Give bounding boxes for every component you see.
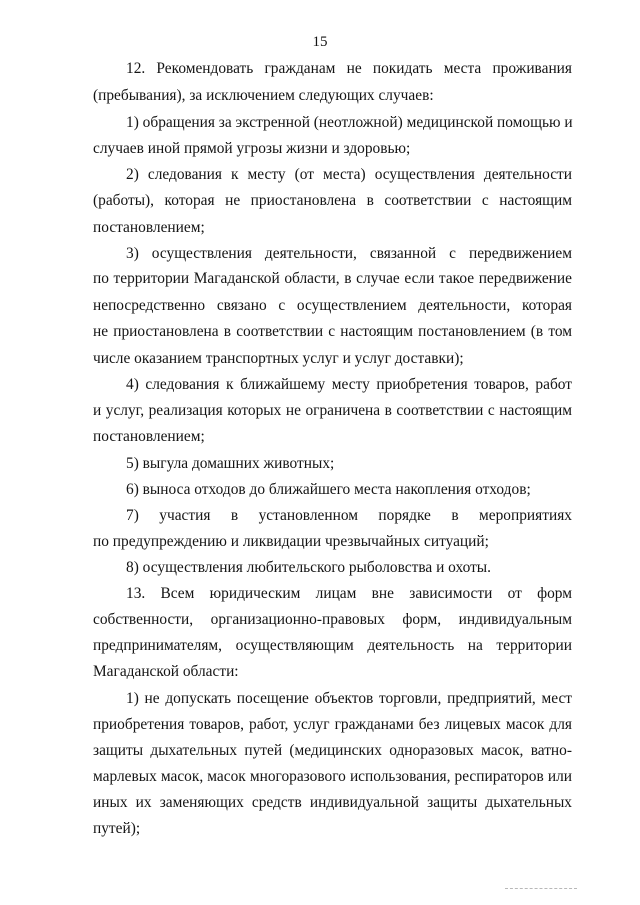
text-line: по предупреждению и ликвидации чрезвычайных ситуаций; — [93, 533, 489, 550]
page-number: 15 — [312, 34, 328, 50]
text-line: 2) следования к месту (от места) осуществления деятельности — [126, 166, 572, 183]
text-line: непосредственно связано с осуществлением деятельности, которая — [93, 297, 572, 314]
text-line: 5) выгула домашних животных; — [126, 455, 335, 472]
text-line: постановлением; — [93, 428, 205, 445]
text-line: 13. Всем юридическим лицам вне зависимости от форм — [126, 585, 572, 602]
text-line: 4) следования к ближайшему месту приобретения товаров, работ — [126, 376, 572, 393]
text-line: приобретения товаров, работ, услуг гражданами без лицевых масок для — [93, 716, 572, 733]
text-line: 1) не допускать посещение объектов торговли, предприятий, мест — [126, 690, 572, 707]
text-line: не приостановлена в соответствии с настоящим постановлением (в том — [93, 323, 572, 340]
text-line: случаев иной прямой угрозы жизни и здоровью; — [93, 140, 411, 157]
text-line: 3) осуществления деятельности, связанной с передвижением — [126, 245, 572, 262]
text-line: постановлением; — [93, 219, 205, 236]
text-line: 8) осуществления любительского рыболовства и охоты. — [126, 559, 491, 576]
text-line: по территории Магаданской области, в случае если такое передвижение — [93, 270, 572, 287]
text-line: марлевых масок, масок многоразового использования, респираторов или — [93, 768, 572, 785]
text-line: путей); — [93, 820, 141, 837]
text-line: 12. Рекомендовать гражданам не покидать места проживания — [126, 60, 572, 77]
text-line: (пребывания), за исключением следующих случаев: — [93, 87, 434, 104]
text-line: 7) участия в установленном порядке в мероприятиях — [126, 507, 572, 524]
footer-rule — [505, 888, 577, 889]
text-line: Магаданской области: — [93, 663, 239, 680]
text-line: 1) обращения за экстренной (неотложной) медицинской помощью и — [126, 114, 573, 131]
text-line: (работы), которая не приостановлена в соответствии с настоящим — [93, 192, 572, 209]
text-line: 6) выноса отходов до ближайшего места накопления отходов; — [126, 481, 531, 498]
text-line: числе оказанием транспортных услуг и услуг доставки); — [93, 350, 464, 367]
text-line: защиты дыхательных путей (медицинских одноразовых масок, ватно- — [93, 742, 572, 759]
text-line: предпринимателям, осуществляющим деятельность на территории — [93, 637, 572, 654]
text-line: иных их заменяющих средств индивидуальной защиты дыхательных — [93, 794, 572, 811]
text-line: собственности, организационно-правовых форм, индивидуальным — [93, 611, 572, 628]
text-line: и услуг, реализация которых не ограничена в соответствии с настоящим — [93, 402, 572, 419]
